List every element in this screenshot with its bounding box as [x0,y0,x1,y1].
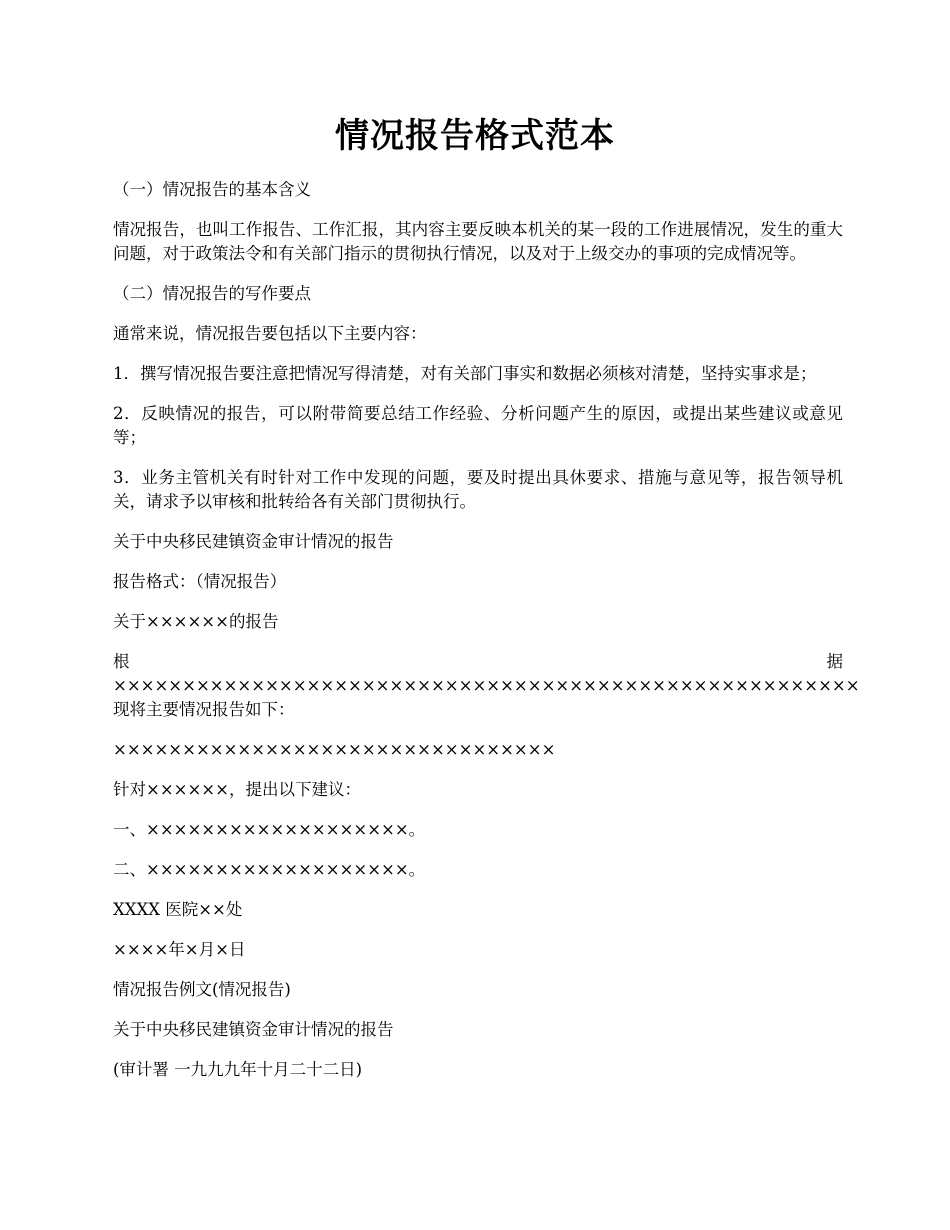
paragraph-template-body: ×××××××××××××××××××××××××××××××× [113,740,556,759]
paragraph-template-heading: 关于××××××的报告 [113,612,279,631]
paragraph-report-title: 关于中央移民建镇资金审计情况的报告 [113,532,394,551]
list-item-point-2: 2．反映情况的报告，可以附带简要总结工作经验、分析问题产生的原因，或提出某些建议或意见等； [113,404,843,447]
document-title: 情况报告格式范本 [335,116,615,156]
document-body [113,178,860,1098]
paragraph-intro-contents: 通常来说，情况报告要包括以下主要内容： [113,324,427,343]
list-item-point-3: 3．业务主管机关有时针对工作中发现的问题，要及时提出具休要求、措施与意见等，报告领导机关，请求予以审核和批转给各有关部门贯彻执行。 [113,468,843,511]
list-item-suggestion-1: 一、×××××××××××××××××××。 [113,820,426,839]
paragraph-report-format: 报告格式：（情况报告） [113,572,287,591]
paragraph-example-heading: 情况报告例文(情况报告) [113,980,291,999]
paragraph-signature-date: ××××年×月×日 [113,940,246,959]
section-heading-basic-meaning: （一）情况报告的基本含义 [113,180,311,199]
paragraph-definition: 情况报告，也叫工作报告、工作汇报，其内容主要反映本机关的某一段的工作进展情况，发生的重大问题，对于政策法令和有关部门指示的贯彻执行情况，以及对于上级交办的事项的完成情况等。 [113,220,843,263]
list-item-suggestion-2: 二、×××××××××××××××××××。 [113,860,426,879]
paragraph-example-source: (审计署 一九九九年十月二十二日) [113,1060,363,1079]
list-item-point-1: 1．撰写情况报告要注意把情况写得清楚，对有关部门事实和数据必须核对清楚，坚持实事求是； [113,364,817,383]
paragraph-signature-org: XXXX 医院××处 [113,900,243,919]
paragraph-template-suggestions: 针对××××××，提出以下建议： [113,780,361,799]
section-heading-writing-points: （二）情况报告的写作要点 [113,284,311,303]
paragraph-example-title: 关于中央移民建镇资金审计情况的报告 [113,1020,394,1039]
paragraph-template-basis: 根据××××××××××××××××××××××××××××××××××××××××××××××××××××××现将主要情况报告如下： [113,652,860,719]
